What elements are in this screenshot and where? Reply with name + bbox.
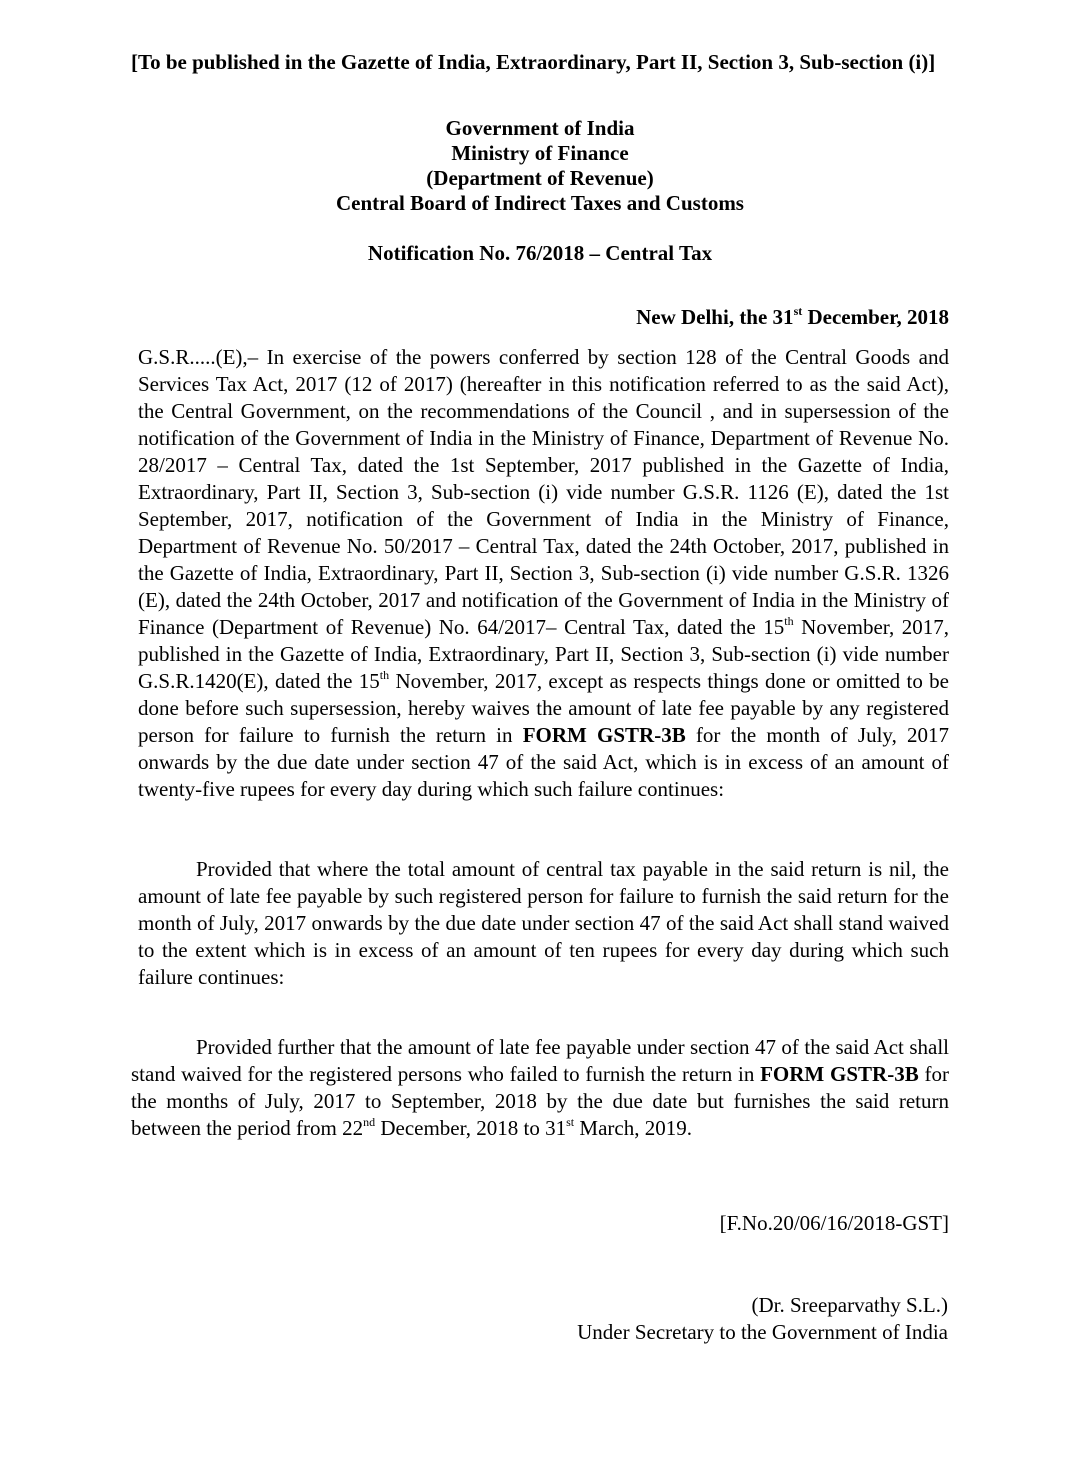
gazette-publication-note: [To be published in the Gazette of India, Extraordinary, Part II, Section 3, Sub-section (i)]: [131, 50, 936, 74]
file-reference-number: [F.No.20/06/16/2018-GST]: [719, 1211, 949, 1235]
notification-date: [636, 305, 949, 330]
signatory-designation: Under Secretary to the Government of India: [577, 1320, 948, 1344]
proviso2-text-3: December, 2018 to 31: [375, 1116, 567, 1140]
main-sup-2: th: [379, 668, 390, 682]
proviso2-sup-1: nd: [363, 1115, 376, 1129]
proviso2-text-1: Provided further that the amount of late fee payable under section 47 of the said Act shall stand waived for the registered persons who failed to furnish the return in: [131, 1035, 949, 1086]
header-department: (Department of Revenue): [426, 166, 654, 190]
proviso2-text-4: March, 2019.: [574, 1116, 692, 1140]
first-proviso: Provided that where the total amount of central tax payable in the said return is nil, the amount of late fee payable by such registered person for failure to furnish the said return for the month of July, 2017 onwards by the due date under section 47 of the said Act shall stand waived to the extent which is in excess of an amount of ten rupees for every day during which such failure continues:: [138, 857, 949, 989]
signatory-block: [577, 1292, 948, 1346]
header-government: Government of India: [445, 116, 635, 140]
main-text-3: November, 2017, except as respects things done or omitted to be done before such supersession, hereby waives the amount of late fee payable by any registered person for failure to furnish the return in: [138, 669, 949, 747]
date-suffix: December, 2018: [802, 305, 949, 329]
main-sup-1: th: [784, 614, 794, 628]
proviso2-form-name: FORM GSTR-3B: [760, 1062, 919, 1086]
signatory-name: (Dr. Sreeparvathy S.L.): [751, 1293, 948, 1317]
date-prefix: New Delhi, the 31: [636, 305, 794, 329]
main-text-1: G.S.R.....(E),– In exercise of the powers conferred by section 128 of the Central Goods and Services Tax Act, 2017 (12 of 2017) (hereafter in this notification referred to as the said Act), the Central Government, on the recommendations of the Council , and in supersession of the notification of the Government of India in the Ministry of Finance, Department of Revenue No. 28/2017 – Central Tax, dated the 1st September, 2017 published in the Gazette of India, Extraordinary, Part II, Section 3, Sub-section (i) vide number G.S.R. 1126 (E), dated the 1st September, 2017, notification of the Government of India in the Ministry of Finance, Department of Revenue No. 50/2017 – Central Tax, dated the 24th October, 2017, published in the Gazette of India, Extraordinary, Part II, Section 3, Sub-section (i) vide number G.S.R. 1326 (E), dated the 24th October, 2017 and notification of the Government of India in the Ministry of Finance (Department of Revenue) No. 64/2017– Central Tax, dated the 15: [138, 345, 949, 639]
header-board: Central Board of Indirect Taxes and Customs: [336, 191, 744, 215]
proviso2-sup-2: st: [566, 1115, 575, 1129]
header-ministry: Ministry of Finance: [451, 141, 629, 165]
main-form-name: FORM GSTR-3B: [522, 723, 686, 747]
second-proviso: [131, 1034, 949, 1142]
main-text-4: for the month of July, 2017 onwards by the due date under section 47 of the said Act, which is in excess of an amount of twenty-five rupees for every day during which such failure continues:: [138, 723, 950, 801]
issuing-authority-header: [0, 116, 1080, 216]
main-paragraph: [138, 344, 949, 803]
proviso2-text-2: for the months of July, 2017 to September, 2018 by the due date but furnishes the said return between the period from 22: [131, 1062, 949, 1140]
date-superscript: st: [793, 304, 803, 318]
notification-title: Notification No. 76/2018 – Central Tax: [367, 241, 713, 265]
main-text-2: November, 2017, published in the Gazette of India, Extraordinary, Part II, Section 3, Sub-section (i) vide number G.S.R.1420(E), dated the 15: [138, 615, 949, 693]
